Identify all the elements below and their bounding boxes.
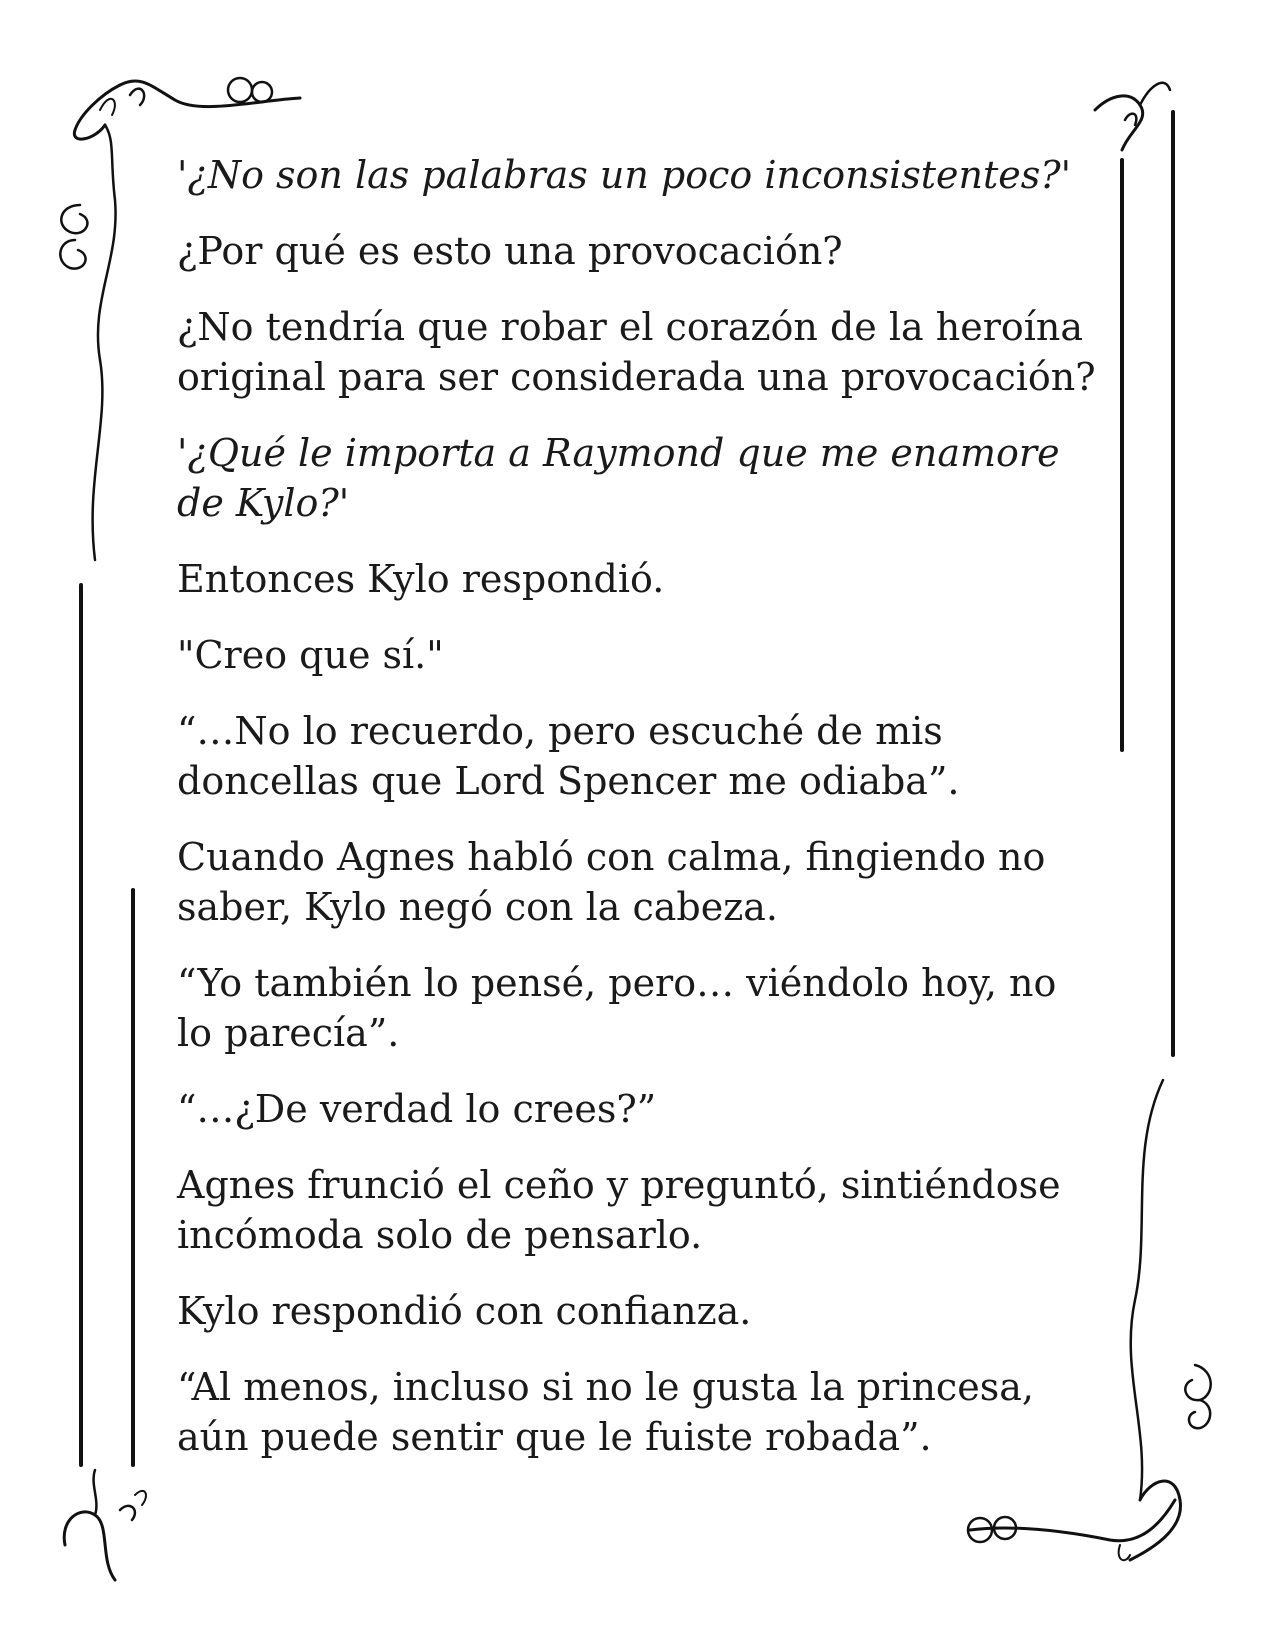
text-column xyxy=(177,150,1102,1488)
paragraph-12: Kylo respondió con confianza. xyxy=(177,1289,752,1333)
paragraph-3: ¿No tendría que robar el corazón de la heroína original para ser considerada una provocación? xyxy=(177,305,1096,399)
paragraph-6: "Creo que sí." xyxy=(177,633,444,677)
top-right-flourish xyxy=(1095,83,1170,150)
paragraph-11: Agnes frunció el ceño y preguntó, sintiéndose incómoda solo de pensarlo. xyxy=(177,1163,1061,1257)
paragraph-thought-1: '¿No son las palabras un poco inconsistentes?' xyxy=(177,153,1072,197)
paragraph-9: “Yo también lo pensé, pero… viéndolo hoy, no lo parecía”. xyxy=(177,961,1057,1055)
paragraph-thought-4: '¿Qué le importa a Raymond que me enamore de Kylo?' xyxy=(177,431,1060,525)
paragraph-8: Cuando Agnes habló con calma, fingiendo no saber, Kylo negó con la cabeza. xyxy=(177,835,1046,929)
paragraph-2: ¿Por qué es esto una provocación? xyxy=(177,229,843,273)
paragraph-5: Entonces Kylo respondió. xyxy=(177,557,665,601)
bottom-left-flourish xyxy=(64,1470,146,1580)
paragraph-10: “…¿De verdad lo crees?” xyxy=(177,1087,657,1131)
paragraph-13: “Al menos, incluso si no le gusta la princesa, aún puede sentir que le fuiste robada”. xyxy=(177,1365,1034,1459)
paragraph-7: “…No lo recuerdo, pero escuché de mis doncellas que Lord Spencer me odiaba”. xyxy=(177,709,960,803)
